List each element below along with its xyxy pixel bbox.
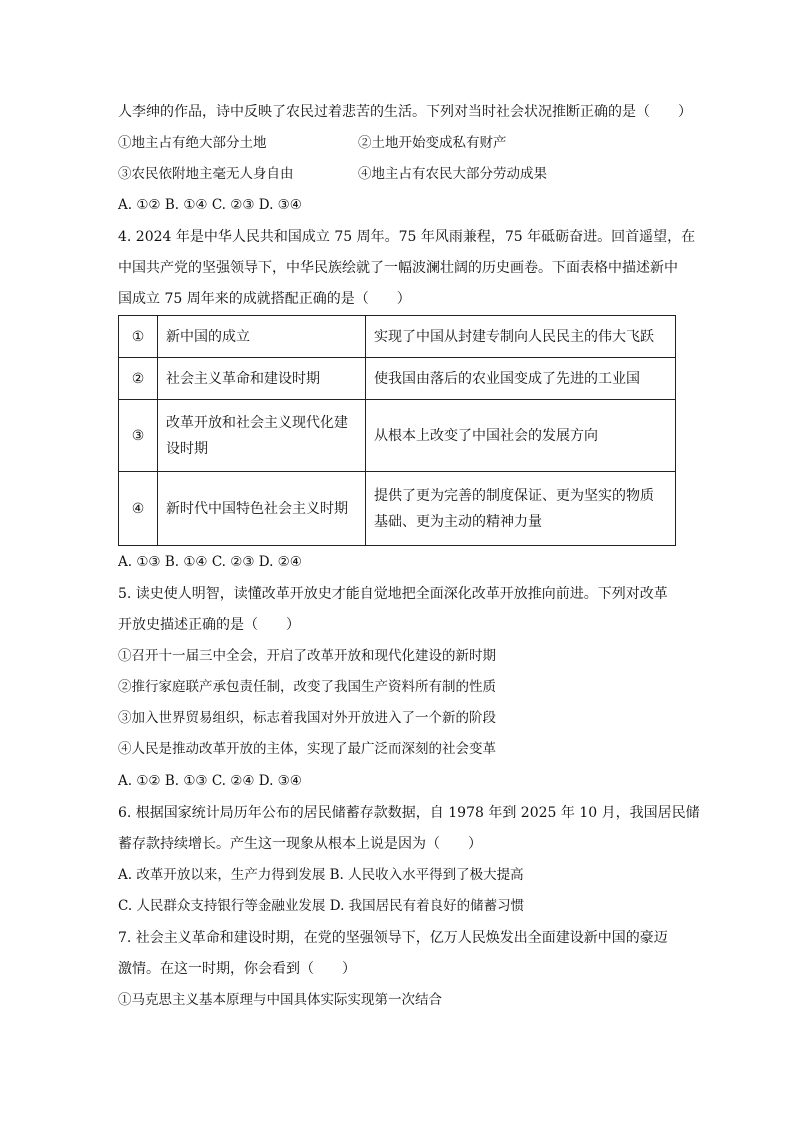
q6-line-1: 6. 根据国家统计局历年公布的居民储蓄存款数据，自 1978 年到 2025 年 10 月，我国居民储 [118, 805, 700, 821]
q3-item-4: ④地主占有农民大部分劳动成果 [358, 166, 547, 182]
table-row [119, 400, 676, 472]
q5-line-1: 5. 读史使人明智，读懂改革开放史才能自觉地把全面深化改革开放推向前进。下列对改革 [118, 586, 668, 602]
q6-options-ab: A. 改革开放以来，生产力得到发展 B. 人民收入水平得到了极大提高 [118, 867, 524, 883]
q5-item-1: ①召开十一届三中全会，开启了改革开放和现代化建设的新时期 [118, 648, 496, 664]
q5-line-2: 开放史描述正确的是（ ） [118, 617, 300, 633]
table-cell-num: ① [119, 316, 158, 358]
q5-answers: A. ①② B. ①③ C. ②④ D. ③④ [118, 773, 302, 789]
q3-intro: 人李绅的作品，诗中反映了农民过着悲苦的生活。下列对当时社会状况推断正确的是（ ） [118, 104, 692, 120]
q4-table [118, 315, 676, 546]
q3-item-3: ③农民依附地主毫无人身自由 [118, 166, 294, 182]
table-cell-num: ③ [119, 400, 158, 472]
q7-item-1: ①马克思主义基本原理与中国具体实际实现第一次结合 [118, 992, 442, 1008]
table-row [119, 316, 676, 358]
q4-line-2: 中国共产党的坚强领导下，中华民族绘就了一幅波澜壮阔的历史画卷。下面表格中描述新中 [118, 260, 678, 276]
table-cell-desc: 使我国由落后的农业国变成了先进的工业国 [366, 358, 676, 400]
table-cell-desc: 提供了更为完善的制度保证、更为坚实的物质基础、更为主动的精神力量 [366, 472, 676, 546]
table-cell-period: 社会主义革命和建设时期 [158, 358, 366, 400]
table-row [119, 358, 676, 400]
q6-options-cd: C. 人民群众支持银行等金融业发展 D. 我国居民有着良好的储蓄习惯 [118, 898, 525, 914]
table-cell-num: ② [119, 358, 158, 400]
q3-item-1: ①地主占有绝大部分土地 [118, 135, 267, 151]
q6-line-2: 蓄存款持续增长。产生这一现象从根本上说是因为（ ） [118, 836, 482, 852]
table-cell-period: 新中国的成立 [158, 316, 366, 358]
q5-item-2: ②推行家庭联产承包责任制，改变了我国生产资料所有制的性质 [118, 679, 496, 695]
q4-line-1: 4. 2024 年是中华人民共和国成立 75 周年。75 年风雨兼程，75 年砥砺奋进。回首遥望，在 [118, 229, 696, 245]
q4-answers: A. ①③ B. ①④ C. ②③ D. ②④ [118, 554, 302, 570]
q7-line-2: 激情。在这一时期，你会看到（ ） [118, 961, 356, 977]
table-cell-desc: 从根本上改变了中国社会的发展方向 [366, 400, 676, 472]
q4-line-3: 国成立 75 周年来的成就搭配正确的是（ ） [118, 291, 411, 307]
q5-item-3: ③加入世界贸易组织，标志着我国对外开放进入了一个新的阶段 [118, 710, 496, 726]
q7-line-1: 7. 社会主义革命和建设时期，在党的坚强领导下，亿万人民焕发出全面建设新中国的豪迈 [118, 930, 668, 946]
table-cell-num: ④ [119, 472, 158, 546]
q3-item-2: ②土地开始变成私有财产 [358, 135, 507, 151]
table-cell-period: 新时代中国特色社会主义时期 [158, 472, 366, 546]
q5-item-4: ④人民是推动改革开放的主体，实现了最广泛而深刻的社会变革 [118, 741, 496, 757]
table-row [119, 472, 676, 546]
table-cell-desc: 实现了中国从封建专制向人民民主的伟大飞跃 [366, 316, 676, 358]
q3-answers: A. ①② B. ①④ C. ②③ D. ③④ [118, 197, 302, 213]
table-cell-period: 改革开放和社会主义现代化建设时期 [158, 400, 366, 472]
